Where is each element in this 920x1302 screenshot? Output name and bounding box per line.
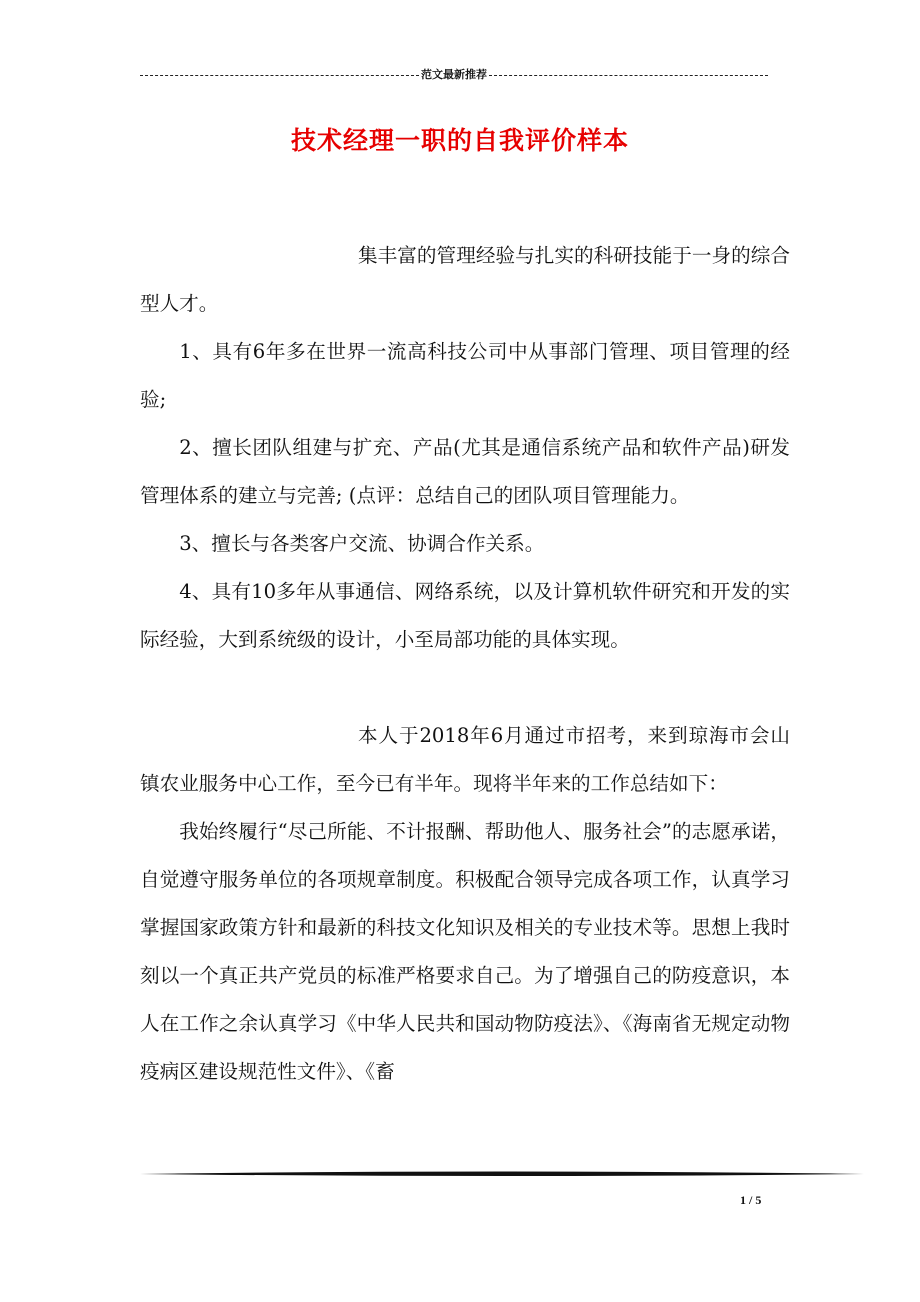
paragraph-item-4: 4、具有10多年从事通信、网络系统，以及计算机软件研究和开发的实际经验，大到系统级的设计，小至局部功能的具体实现。 xyxy=(140,580,790,651)
footer-rule xyxy=(140,1168,864,1180)
header-label: 范文最新推荐 xyxy=(421,68,487,81)
document-title: 技术经理一职的自我评价样本 xyxy=(290,126,629,155)
paragraph-intro: 集丰富的管理经验与扎实的科研技能于一身的综合型人才。 xyxy=(140,244,790,315)
paragraph-item-1: 1、具有6年多在世界一流高科技公司中从事部门管理、项目管理的经验; xyxy=(140,340,790,411)
header-dash-right xyxy=(489,75,768,76)
header-line xyxy=(140,68,768,82)
header-dash-left xyxy=(140,75,419,76)
paragraph-item-2: 2、擅长团队组建与扩充、产品(尤其是通信系统产品和软件产品)研发管理体系的建立与完善; (点评：总结自己的团队项目管理能力。 xyxy=(140,436,790,507)
document-body xyxy=(140,232,790,1096)
paragraph-item-3: 3、擅长与各类客户交流、协调合作关系。 xyxy=(179,532,545,555)
paragraph-work-detail: 我始终履行“尽己所能、不计报酬、帮助他人、服务社会”的志愿承诺，自觉遵守服务单位的各项规章制度。积极配合领导完成各项工作，认真学习掌握国家政策方针和最新的科技文化知识及相关的专业技术等。思想上我时刻以一个真正共产党员的标准严格要求自己。为了增强自己的防疫意识，本人在工作之余认真学习《中华人民共和国动物防疫法》、《海南省无规定动物疫病区建设规范性文件》、《畜 xyxy=(140,820,790,1083)
page-number: 1 / 5 xyxy=(740,1193,762,1207)
paragraph-work-intro: 本人于2018年6月通过市招考，来到琼海市会山镇农业服务中心工作，至今已有半年。现将半年来的工作总结如下： xyxy=(140,724,790,795)
paragraph-gap xyxy=(140,664,790,712)
